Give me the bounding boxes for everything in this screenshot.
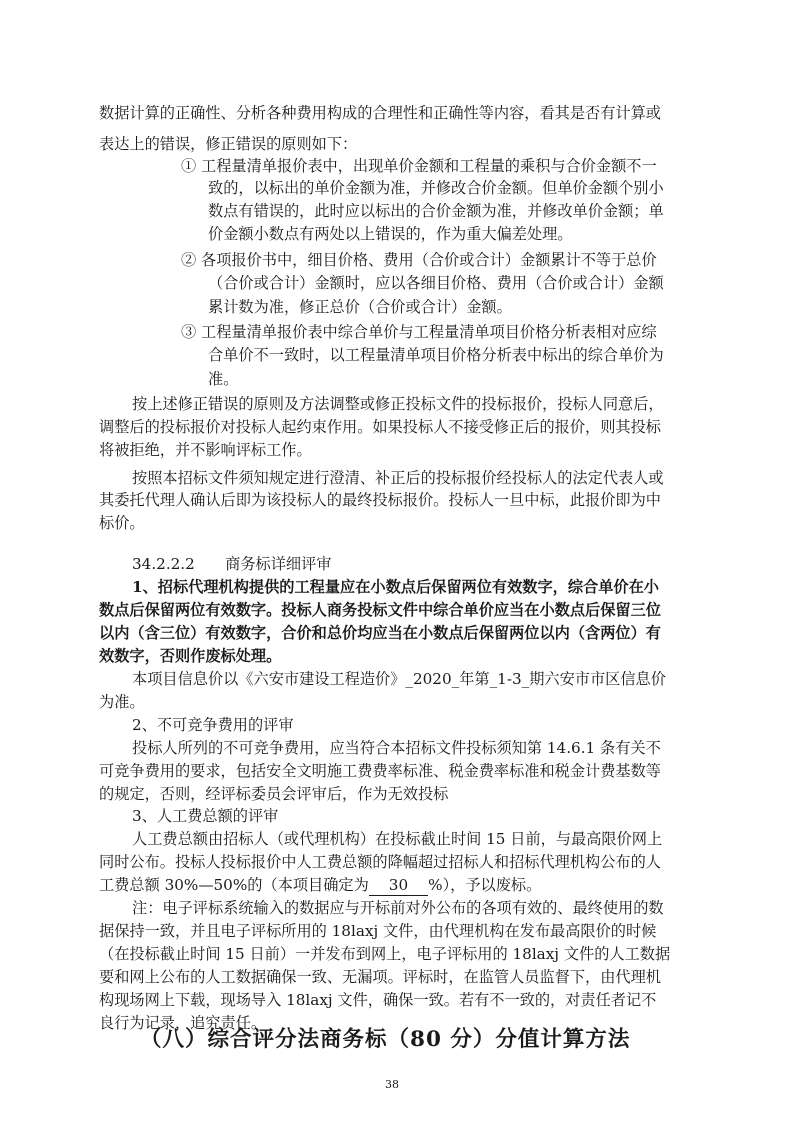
text-line: （合价或合计）金额时，应以各细目价格、费用（合价或合计）金额 xyxy=(208,274,664,292)
text-line: 准。 xyxy=(208,370,239,388)
text-line: 累计数为准，修正总价（合价或合计）金额。 xyxy=(208,298,512,316)
text-line: 数点有错误的，此时应以标出的合价金额为准，并修改单价金额；单 xyxy=(208,202,664,220)
text-line: 其委托代理人确认后即为该投标人的最终投标报价。投标人一旦中标，此报价即为中 xyxy=(99,491,661,509)
page-number: 38 xyxy=(385,1078,399,1091)
text-line: 为准。 xyxy=(99,693,145,711)
text-line: 要和网上公布的人工数据确保一致、无漏项。评标时，在监管人员监督下，由代理机 xyxy=(99,968,661,986)
subsection-heading: 3、人工费总额的评审 xyxy=(132,807,279,825)
text-line: 数点后保留两位有效数字。投标人商务投标文件中综合单价应当在小数点后保留三位 xyxy=(99,601,661,619)
text-line: 同时公布。投标人投标报价中人工费总额的降幅超过招标人和招标代理机构公布的人 xyxy=(99,853,661,871)
text-line: 数据计算的正确性、分析各种费用构成的合理性和正确性等内容，看其是否有计算或 xyxy=(99,104,661,122)
text-line: 按上述修正错误的原则及方法调整或修正投标文件的投标报价，投标人同意后， xyxy=(132,395,664,413)
text-line: 按照本招标文件须知规定进行澄清、补正后的投标报价经投标人的法定代表人或 xyxy=(132,469,664,487)
text-line: 价金额小数点有两处以上错误的，作为重大偏差处理。 xyxy=(208,225,573,243)
text-line: 据保持一致，并且电子评标所用的 18laxj 文件，由代理机构在发布最高限价的时候 xyxy=(99,922,657,940)
section-heading: 34.2.2.2 商务标详细评审 xyxy=(132,555,332,573)
text-line: 将被拒绝，并不影响评标工作。 xyxy=(99,441,312,459)
text-segment: 工费总额 30%—50%的（本项目确定为 xyxy=(99,876,369,894)
text-line: 合单价不一致时，以工程量清单项目价格分析表中标出的综合单价为 xyxy=(208,346,664,364)
text-line: 投标人所列的不可竞争费用，应当符合本招标文件投标须知第 14.6.1 条有关不 xyxy=(132,739,661,757)
text-line: 人工费总额由招标人（或代理机构）在投标截止时间 15 日前，与最高限价网上 xyxy=(132,830,663,848)
text-segment: %），予以废标。 xyxy=(428,876,542,894)
text-line: 表达上的错误，修正错误的原则如下： xyxy=(99,135,358,153)
text-line: 标价。 xyxy=(99,514,145,532)
chapter-heading: （八）综合评分法商务标（80 分）分值计算方法 xyxy=(140,1027,631,1052)
text-line: （在投标截止时间 15 日前）一并发布到网上，电子评标用的 18laxj 文件的人工数据 xyxy=(99,945,671,963)
list-item: ② 各项报价书中，细目价格、费用（合价或合计）金额累计不等于总价 xyxy=(181,251,657,269)
text-line: 以内（含三位）有效数字，合价和总价均应当在小数点后保留两位以内（含两位）有 xyxy=(99,624,661,642)
filled-blank-value: 30 xyxy=(368,876,429,894)
text-line: 可竞争费用的要求，包括安全文明施工费费率标准、税金费率标准和税金计费基数等 xyxy=(99,762,661,780)
text-line: 致的，以标出的单价金额为准，并修改合价金额。但单价金额个别小 xyxy=(208,179,664,197)
note-line: 注：电子评标系统输入的数据应与开标前对外公布的各项有效的、最终使用的数 xyxy=(132,899,664,917)
text-line: 构现场网上下载，现场导入 18laxj 文件，确保一致。若有不一致的，对责任者记不 xyxy=(99,991,657,1009)
subsection-heading: 2、不可竞争费用的评审 xyxy=(132,716,294,734)
text-line: 1、招标代理机构提供的工程量应在小数点后保留两位有效数字，综合单价在小 xyxy=(132,578,659,596)
text-line: 良行为记录，追究责任。 xyxy=(99,1014,267,1032)
text-line: 的规定，否则，经评标委员会评审后，作为无效投标 xyxy=(99,785,449,803)
text-line: 调整后的投标报价对投标人起约束作用。如果投标人不接受修正后的报价，则其投标 xyxy=(99,418,661,436)
text-line: 本项目信息价以《六安市建设工程造价》_2020_年第_1-3_期六安市市区信息价 xyxy=(132,670,666,688)
list-item: ① 工程量清单报价表中，出现单价金额和工程量的乘积与合价金额不一 xyxy=(181,157,657,175)
text-line xyxy=(99,875,541,896)
text-line: 效数字，否则作废标处理。 xyxy=(99,647,282,665)
list-item: ③ 工程量清单报价表中综合单价与工程量清单项目价格分析表相对应综 xyxy=(181,323,657,341)
